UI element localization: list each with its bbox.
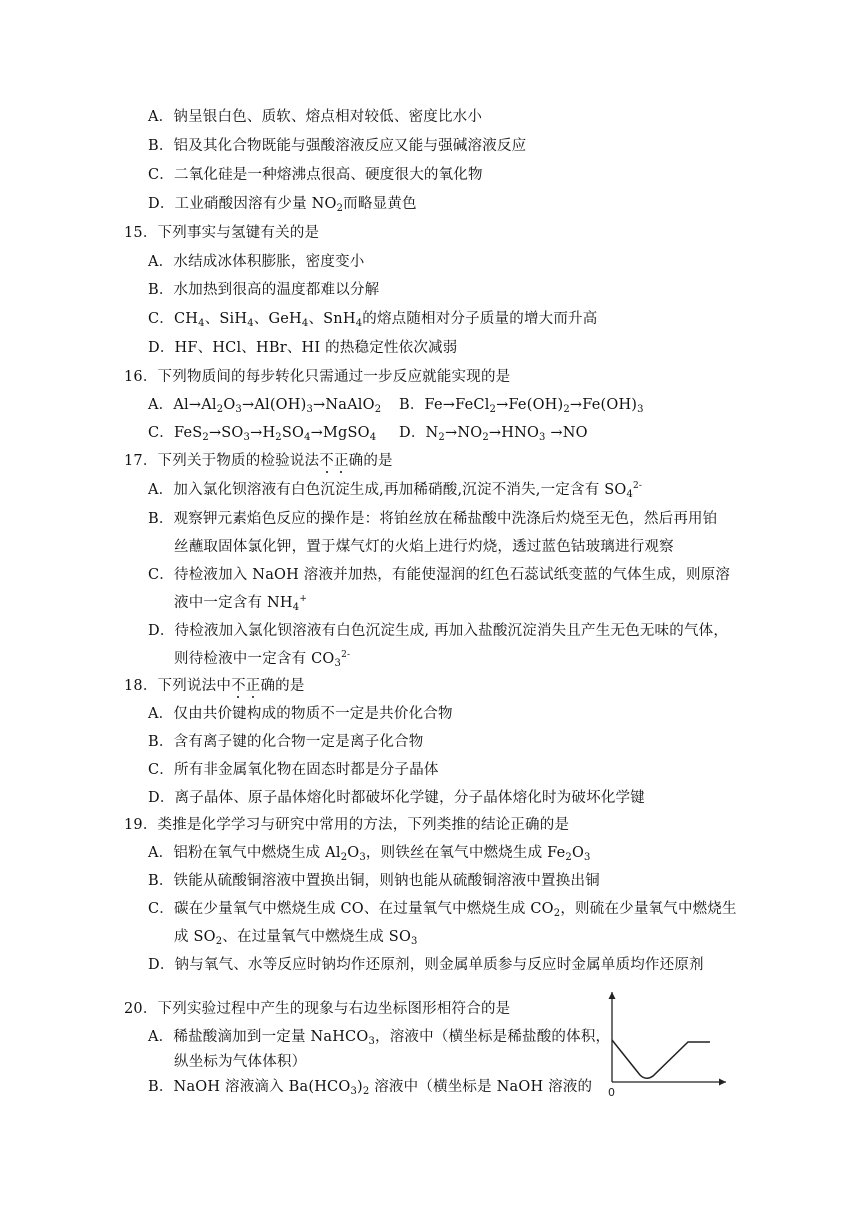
q16-option-c: C．$FeS_2\to SO_3\to H_2SO_4\to MgSO_4$ [148,425,377,443]
emphasis-dot-char: 不 [319,453,334,469]
q16-option-b: B．$Fe\to FeCl_2\to Fe(OH)_2\to Fe(OH)_3$ [399,397,644,415]
q17-option-b-line2: 丝蘸取固体氯化钾，置于煤气灯的火焰上进行灼烧，透过蓝色钴玻璃进行观察 [174,539,674,555]
q20-stem: 20．下列实验过程中产生的现象与右边坐标图形相符合的是 [124,1001,511,1017]
q15-option-c: C．$CH_4$、SiH$_4$、GeH$_4$、SnH$_4$的熔点随相对分子质量的增大而升高 [148,311,598,329]
q20-option-a-line2: 纵坐标为气体体积） [174,1054,307,1070]
q15-option-a: A．水结成冰体积膨胀，密度变小 [148,254,365,270]
emphasis-dot-char: 不 [231,678,246,694]
q14-option-b: B．铝及其化合物既能与强酸溶液反应又能与强碱溶液反应 [148,138,527,154]
q17-option-b-line1: B．观察钾元素焰色反应的操作是：将铂丝放在稀盐酸中洗涤后灼烧至无色，然后再用铂 [148,511,718,527]
q18-option-d: D．离子晶体、原子晶体熔化时都破坏化学键，分子晶体熔化时为破坏化学键 [148,790,645,806]
q19-option-d: D．钠与氧气、水等反应时钠均作还原剂，则金属单质参与反应时金属单质均作还原剂 [148,957,704,973]
emphasis-dot-char: 正 [245,678,261,694]
q15-option-d: D．HF、HCl、HBr、HI 的热稳定性依次减弱 [148,340,458,356]
q15-option-b: B．水加热到很高的温度都难以分解 [148,282,380,298]
q18-option-c: C．所有非金属氧化物在固态时都是分子晶体 [148,762,439,778]
q19-option-c-line2: 成 $SO_2$、在过量氧气中燃烧生成 $SO_3$ [174,929,418,947]
q17-option-d-line1: D．待检液加入氯化钡溶液有白色沉淀生成, 再加入盐酸沉淀消失且产生无色无味的气体， [148,623,729,639]
q17-option-c-line1: C．待检液加入 NaOH 溶液并加热，有能使湿润的红色石蕊试纸变蓝的气体生成，则原溶 [148,567,731,583]
q17-option-c-line2: 液中一定含有 $NH_4^+$ [174,594,308,613]
q20-option-a-line1: A．稀盐酸滴加到一定量 NaHCO$_3$，溶液中（横坐标是稀盐酸的体积， [148,1029,611,1047]
q14-option-d: D．工业硝酸因溶有少量 $NO_2$而略显黄色 [148,196,417,214]
q19-stem: 19．类推是化学学习与研究中常用的方法，下列类推的结论正确的是 [124,817,570,833]
q18-option-a: A．仅由共价键构成的物质不一定是共价化合物 [148,706,453,722]
x-axis-arrow-icon [719,1079,726,1086]
q19-option-c-line1: C．碳在少量氧气中燃烧生成 CO、在过量氧气中燃烧生成 $CO_2$，则硫在少量氧气中燃烧生 [148,901,737,919]
q20-option-b: B．NaOH 溶液滴入 $Ba(HCO_3)_2$ 溶液中（横坐标是 NaOH 溶液的 [148,1079,593,1097]
q16-option-d: D．$N_2\to NO_2\to HNO_3 \to NO$ [399,425,588,443]
q17-stem: 17．下列关于物质的检验说法不正确的是 [124,453,393,469]
q18-option-b: B．含有离子键的化合物一定是离子化合物 [148,734,424,750]
q14-option-c: C．二氧化硅是一种熔沸点很高、硬度很大的氧化物 [148,167,483,183]
q16-option-a: A．$Al\to Al_2O_3\to Al(OH)_3\to NaAlO_2$ [148,397,382,415]
y-axis-arrow-icon [609,992,616,999]
graph-curve [612,1040,710,1078]
q16-stem: 16．下列物质间的每步转化只需通过一步反应就能实现的是 [124,369,511,385]
emphasis-dot-char: 正 [333,453,349,469]
q20-coordinate-graph [600,988,730,1100]
q18-stem: 18．下列说法中不正确的是 [124,678,305,694]
graph-origin-label: 0 [608,1086,615,1099]
q19-option-a: A．铝粉在氧气中燃烧生成 $Al_2O_3$，则铁丝在氧气中燃烧生成 $Fe_2O_3$ [148,845,591,863]
q19-option-b: B．铁能从硫酸铜溶液中置换出铜，则钠也能从硫酸铜溶液中置换出铜 [148,873,600,889]
q15-stem: 15．下列事实与氢键有关的是 [124,225,320,241]
q14-option-a: A．钠呈银白色、质软、熔点相对较低、密度比水小 [148,109,483,125]
q17-option-a: A．加入氯化钡溶液有白色沉淀生成,再加稀硝酸,沉淀不消失,一定含有 $SO_4^{2-}$ [148,481,643,500]
q17-option-d-line2: 则待检液中一定含有 $CO_3^{2-}$ [174,650,351,669]
